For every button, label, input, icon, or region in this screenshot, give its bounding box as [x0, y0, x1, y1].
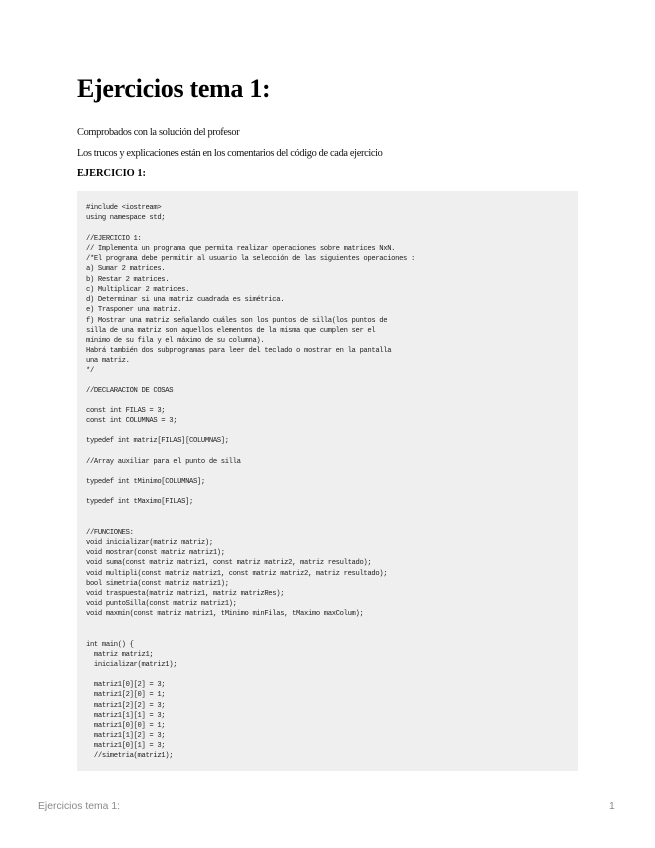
code-line: c) Multiplicar 2 matrices. [86, 286, 190, 294]
code-line: void multipli(const matriz matriz1, const matriz matriz2, matriz resultado); [86, 570, 388, 578]
code-line: Habrá también dos subprogramas para leer del teclado o mostrar en la pantalla [86, 347, 392, 355]
code-line: matriz1[1][2] = 3; [86, 732, 166, 740]
code-line: matriz1[1][1] = 3; [86, 712, 166, 720]
code-line: matriz1[0][0] = 1; [86, 722, 166, 730]
code-line: void suma(const matriz matriz1, const matriz matriz2, matriz resultado); [86, 559, 372, 567]
intro-paragraph-2: Los trucos y explicaciones están en los comentarios del código de cada ejercicio [77, 148, 383, 159]
code-line: mínimo de su fila y el máximo de su columna). [86, 337, 265, 345]
code-line: matriz matriz1; [86, 651, 154, 659]
code-line: matriz1[0][2] = 3; [86, 681, 166, 689]
code-line: a) Sumar 2 matrices. [86, 265, 166, 273]
code-line: #include <iostream> [86, 204, 162, 212]
code-line: void maxmin(const matriz matriz1, tMinimo minFilas, tMaximo maxColum); [86, 610, 364, 618]
code-line: //EJERCICIO 1: [86, 235, 142, 243]
code-line: void mostrar(const matriz matriz1); [86, 549, 225, 557]
code-line: silla de una matriz son aquellos elementos de la misma que cumplen ser el [86, 327, 376, 335]
code-line: void puntoSilla(const matriz matriz1); [86, 600, 237, 608]
code-line: //DECLARACION DE COSAS [86, 387, 174, 395]
code-line: // Implementa un programa que permita realizar operaciones sobre matrices NxN. [86, 245, 396, 253]
code-line: matriz1[0][1] = 3; [86, 742, 166, 750]
code-line: //simetria(matriz1); [86, 752, 174, 760]
code-line: matriz1[2][0] = 1; [86, 691, 166, 699]
code-line: //FUNCIONES: [86, 529, 134, 537]
code-line: una matriz. [86, 357, 130, 365]
code-line: typedef int matriz[FILAS][COLUMNAS]; [86, 437, 229, 445]
footer-running-title: Ejercicios tema 1: [38, 801, 120, 812]
code-line: void inicializar(matriz matriz); [86, 539, 213, 547]
code-block [77, 191, 578, 771]
code-line: bool simetria(const matriz matriz1); [86, 580, 229, 588]
code-line: typedef int tMinimo[COLUMNAS]; [86, 478, 205, 486]
code-line: typedef int tMaximo[FILAS]; [86, 498, 194, 506]
page-title: Ejercicios tema 1: [77, 74, 271, 103]
section-heading: EJERCICIO 1: [77, 168, 146, 179]
code-line: e) Trasponer una matriz. [86, 306, 182, 314]
code-line: matriz1[2][2] = 3; [86, 702, 166, 710]
code-line: f) Mostrar una matriz señalando cuáles son los puntos de silla(los puntos de [86, 317, 388, 325]
code-line: void traspuesta(matriz matriz1, matriz matrizRes); [86, 590, 285, 598]
intro-paragraph-1: Comprobados con la solución del profesor [77, 127, 240, 138]
code-line: const int FILAS = 3; [86, 407, 166, 415]
code-line: using namespace std; [86, 214, 166, 222]
code-line: inicializar(matriz1); [86, 661, 178, 669]
code-line: int main() { [86, 641, 134, 649]
code-line: */ [86, 367, 94, 375]
code-line: b) Restar 2 matrices. [86, 276, 170, 284]
code-line: const int COLUMNAS = 3; [86, 417, 178, 425]
footer-page-number: 1 [609, 801, 615, 812]
code-line: //Array auxiliar para el punto de silla [86, 458, 241, 466]
code-line: /*El programa debe permitir al usuario la selección de las siguientes operaciones : [86, 255, 415, 263]
code-line: d) Determinar si una matriz cuadrada es simétrica. [86, 296, 285, 304]
